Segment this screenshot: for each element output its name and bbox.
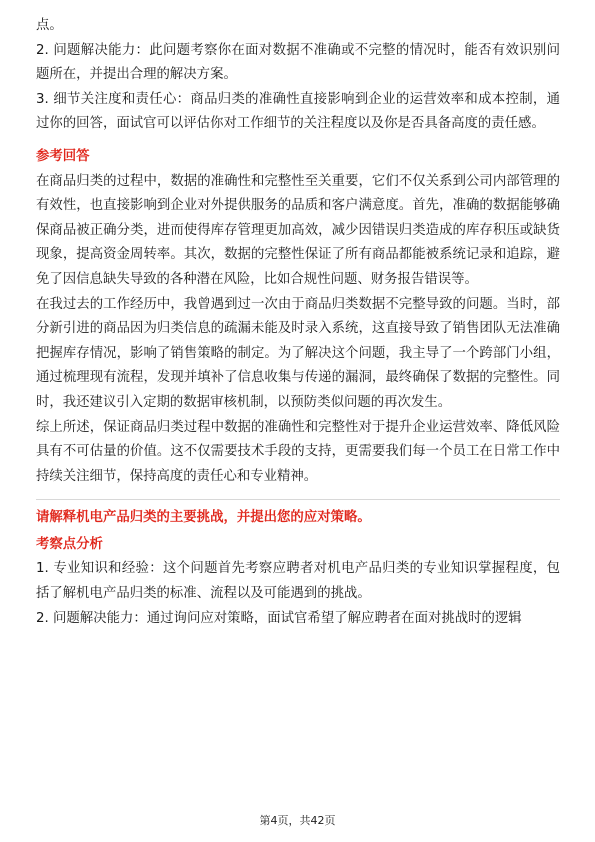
- list-item: 点。: [36, 18, 63, 33]
- paragraph: 综上所述，保证商品归类过程中数据的准确性和完整性对于提升企业运营效率、降低风险具有不可估量的价值。这不仅需要技术手段的支持，更需要我们每一个员工在日常工作中持续关注细节，保持高度的责任心和专业精神。: [36, 419, 560, 484]
- analysis-heading: 考察点分析: [36, 536, 103, 552]
- section-divider: [36, 499, 560, 500]
- list-item: 1. 专业知识和经验：这个问题首先考察应聘者对机电产品归类的专业知识掌握程度，包括了解机电产品归类的标准、流程以及可能遇到的挑战。: [36, 561, 560, 602]
- page-number: 第4页，共42页: [259, 814, 336, 827]
- paragraph: 在商品归类的过程中，数据的准确性和完整性至关重要，它们不仅关系到公司内部管理的有效性，也直接影响到企业对外提供服务的品质和客户满意度。首先，准确的数据能够确保商品被正确分类，进而使得库存管理更加高效，减少因错误归类造成的库存积压或缺货现象，提高资金周转率。其次，数据的完整性保证了所有商品都能被系统记录和追踪，避免了因信息缺失导致的各种潜在风险，比如合规性问题、财务报告错误等。: [36, 173, 560, 287]
- list-item: 2. 问题解决能力：通过询问应对策略，面试官希望了解应聘者在面对挑战时的逻辑: [36, 610, 522, 626]
- reference-answer-heading: 参考回答: [36, 148, 90, 164]
- list-item: 3. 细节关注度和责任心：商品归类的准确性直接影响到企业的运营效率和成本控制，通过你的回答，面试官可以评估你对工作细节的关注程度以及你是否具备高度的责任感。: [36, 91, 560, 132]
- list-item: 2. 问题解决能力：此问题考察你在面对数据不准确或不完整的情况时，能否有效识别问题所在，并提出合理的解决方案。: [36, 42, 560, 83]
- document-page: [36, 14, 560, 631]
- paragraph: 在我过去的工作经历中，我曾遇到过一次由于商品归类数据不完整导致的问题。当时，部分新引进的商品因为归类信息的疏漏未能及时录入系统，这直接导致了销售团队无法准确把握库存情况，影响了销售策略的制定。为了解决这个问题，我主导了一个跨部门小组，通过梳理现有流程，发现并填补了信息收集与传递的漏洞，最终确保了数据的完整性。同时，我还建议引入定期的数据审核机制，以预防类似问题的再次发生。: [36, 296, 560, 410]
- question-title: 请解释机电产品归类的主要挑战，并提出您的应对策略。: [36, 510, 371, 526]
